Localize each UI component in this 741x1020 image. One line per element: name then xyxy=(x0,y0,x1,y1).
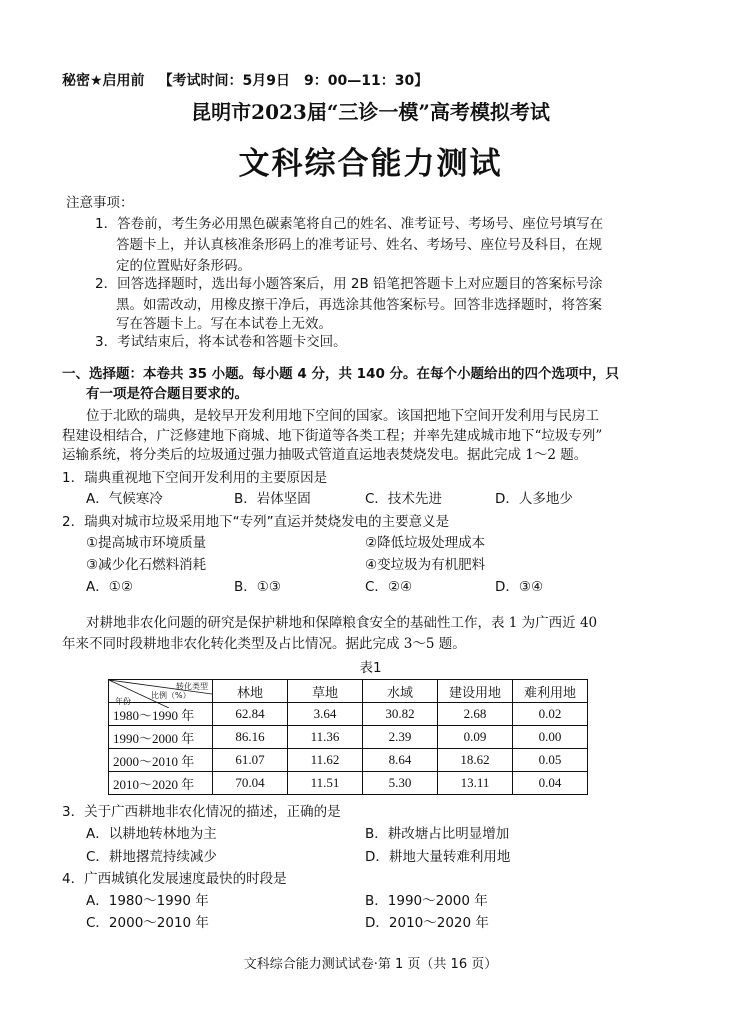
table-row xyxy=(109,749,588,772)
period-cell: 2010～2020 年 xyxy=(109,772,213,795)
passage-line: 运输系统，将分类后的垃圾通过强力抽吸式管道直运地表焚烧发电。据此完成 1～2 题。 xyxy=(62,447,588,463)
passage2-line: 对耕地非农化问题的研究是保护耕地和保障粮食安全的基础性工作，表 1 为广西近 40 xyxy=(86,615,598,631)
q3-option-a: A．以耕地转林地为主 xyxy=(86,826,217,842)
value-cell: 5.30 xyxy=(363,772,438,795)
table-header-row xyxy=(109,680,588,703)
exam-subtitle: 文科综合能力测试 xyxy=(238,146,503,182)
q3-option-c: C．耕地撂荒持续减少 xyxy=(86,849,217,865)
value-cell: 13.11 xyxy=(438,772,513,795)
q4-option-d: D．2010～2020 年 xyxy=(365,915,489,931)
column-header: 林地 xyxy=(213,680,288,703)
passage2-line: 年来不同时段耕地非农化转化类型及占比情况。据此完成 3～5 题。 xyxy=(62,636,466,652)
value-cell: 18.62 xyxy=(438,749,513,772)
q2-choice-4: ④变垃圾为有机肥料 xyxy=(365,557,486,573)
passage-line: 位于北欧的瑞典，是较早开发利用地下空间的国家。该国把地下空间开发利用与民房工 xyxy=(86,408,599,424)
notes-heading: 注意事项： xyxy=(66,195,134,211)
section-heading-cont: 有一项是符合题目要求的。 xyxy=(86,386,248,402)
table-corner-cell xyxy=(109,680,213,706)
q4-option-b: B．1990～2000 年 xyxy=(365,893,488,909)
table-row xyxy=(109,772,588,795)
value-cell: 70.04 xyxy=(213,772,288,795)
value-cell: 2.39 xyxy=(363,726,438,749)
q3-option-b: B．耕改塘占比明显增加 xyxy=(365,826,510,842)
column-header: 草地 xyxy=(288,680,363,703)
q1-option-b: B．岩体坚固 xyxy=(234,491,311,507)
note-line: 定的位置贴好条形码。 xyxy=(116,258,251,274)
value-cell: 0.02 xyxy=(513,703,588,726)
q1-option-a: A．气候寒冷 xyxy=(86,491,163,507)
q2-choice-2: ②降低垃圾处理成本 xyxy=(365,535,486,551)
passage-line: 程建设相结合，广泛修建地下商城、地下街道等各类工程；并率先建成城市地下“垃圾专列” xyxy=(62,428,603,444)
corner-ratio-label: 比例（%） xyxy=(151,691,191,700)
period-cell: 2000～2010 年 xyxy=(109,749,213,772)
value-cell: 0.05 xyxy=(513,749,588,772)
q2-option-d: D．③④ xyxy=(495,579,544,595)
value-cell: 11.62 xyxy=(288,749,363,772)
exam-time: 【考试时间：5月9日 9：00—11：30】 xyxy=(158,73,429,89)
table-caption: 表1 xyxy=(359,660,382,676)
page-footer: 文科综合能力测试试卷·第 1 页（共 16 页） xyxy=(243,957,498,972)
header-line xyxy=(62,70,428,90)
exam-title: 昆明市2023届“三诊一模”高考模拟考试 xyxy=(191,100,550,124)
note-line: 黑。如需改动，用橡皮擦干净后，再选涂其他答案标号。回答非选择题时，将答案 xyxy=(116,297,602,313)
corner-type-label: 转化类型 xyxy=(176,682,208,691)
value-cell: 61.07 xyxy=(213,749,288,772)
note-line: 1．答卷前，考生务必用黑色碳素笔将自己的姓名、准考证号、考场号、座位号填写在 xyxy=(95,216,604,232)
question-3-stem: 3．关于广西耕地非农化情况的描述，正确的是 xyxy=(62,804,341,820)
column-header: 难利用地 xyxy=(513,680,588,703)
note-line: 3．考试结束后，将本试卷和答题卡交回。 xyxy=(95,334,347,350)
q2-option-c: C．②④ xyxy=(365,579,413,595)
q3-option-d: D．耕地大量转难利用地 xyxy=(365,849,511,865)
value-cell: 8.64 xyxy=(363,749,438,772)
period-cell: 1980～1990 年 xyxy=(109,703,213,726)
value-cell: 62.84 xyxy=(213,703,288,726)
section-heading: 一、选择题：本卷共 35 小题。每小题 4 分，共 140 分。在每个小题给出的四个选项中，只 xyxy=(62,366,620,382)
corner-year-label: 年份 xyxy=(115,697,131,706)
table-row xyxy=(109,726,588,749)
note-line: 写在答题卡上。写在本试卷上无效。 xyxy=(116,316,332,332)
value-cell: 3.64 xyxy=(288,703,363,726)
q1-option-d: D．人多地少 xyxy=(495,491,573,507)
q4-option-c: C．2000～2010 年 xyxy=(86,915,209,931)
q4-option-a: A．1980～1990 年 xyxy=(86,893,209,909)
note-line: 答题卡上，并认真核准条形码上的准考证号、姓名、考场号、座位号及科目，在规 xyxy=(116,237,602,253)
value-cell: 11.51 xyxy=(288,772,363,795)
note-line: 2．回答选择题时，选出每小题答案后，用 2B 铅笔把答题卡上对应题目的答案标号涂 xyxy=(95,276,603,292)
value-cell: 0.09 xyxy=(438,726,513,749)
q2-choice-3: ③减少化石燃料消耗 xyxy=(86,557,207,573)
secret-label: 秘密★启用前 xyxy=(62,73,145,89)
q1-option-c: C．技术先进 xyxy=(365,491,442,507)
q2-option-b: B．①③ xyxy=(234,579,281,595)
column-header: 水域 xyxy=(363,680,438,703)
q2-choice-1: ①提高城市环境质量 xyxy=(86,535,207,551)
value-cell: 86.16 xyxy=(213,726,288,749)
question-4-stem: 4．广西城镇化发展速度最快的时段是 xyxy=(62,871,287,887)
value-cell: 0.00 xyxy=(513,726,588,749)
q2-option-a: A．①② xyxy=(86,579,133,595)
value-cell: 11.36 xyxy=(288,726,363,749)
question-1-stem: 1．瑞典重视地下空间开发利用的主要原因是 xyxy=(62,470,328,486)
question-2-stem: 2．瑞典对城市垃圾采用地下“专列”直运并焚烧发电的主要意义是 xyxy=(62,514,450,530)
value-cell: 2.68 xyxy=(438,703,513,726)
period-cell: 1990～2000 年 xyxy=(109,726,213,749)
conversion-table xyxy=(108,679,588,795)
value-cell: 30.82 xyxy=(363,703,438,726)
column-header: 建设用地 xyxy=(438,680,513,703)
value-cell: 0.04 xyxy=(513,772,588,795)
